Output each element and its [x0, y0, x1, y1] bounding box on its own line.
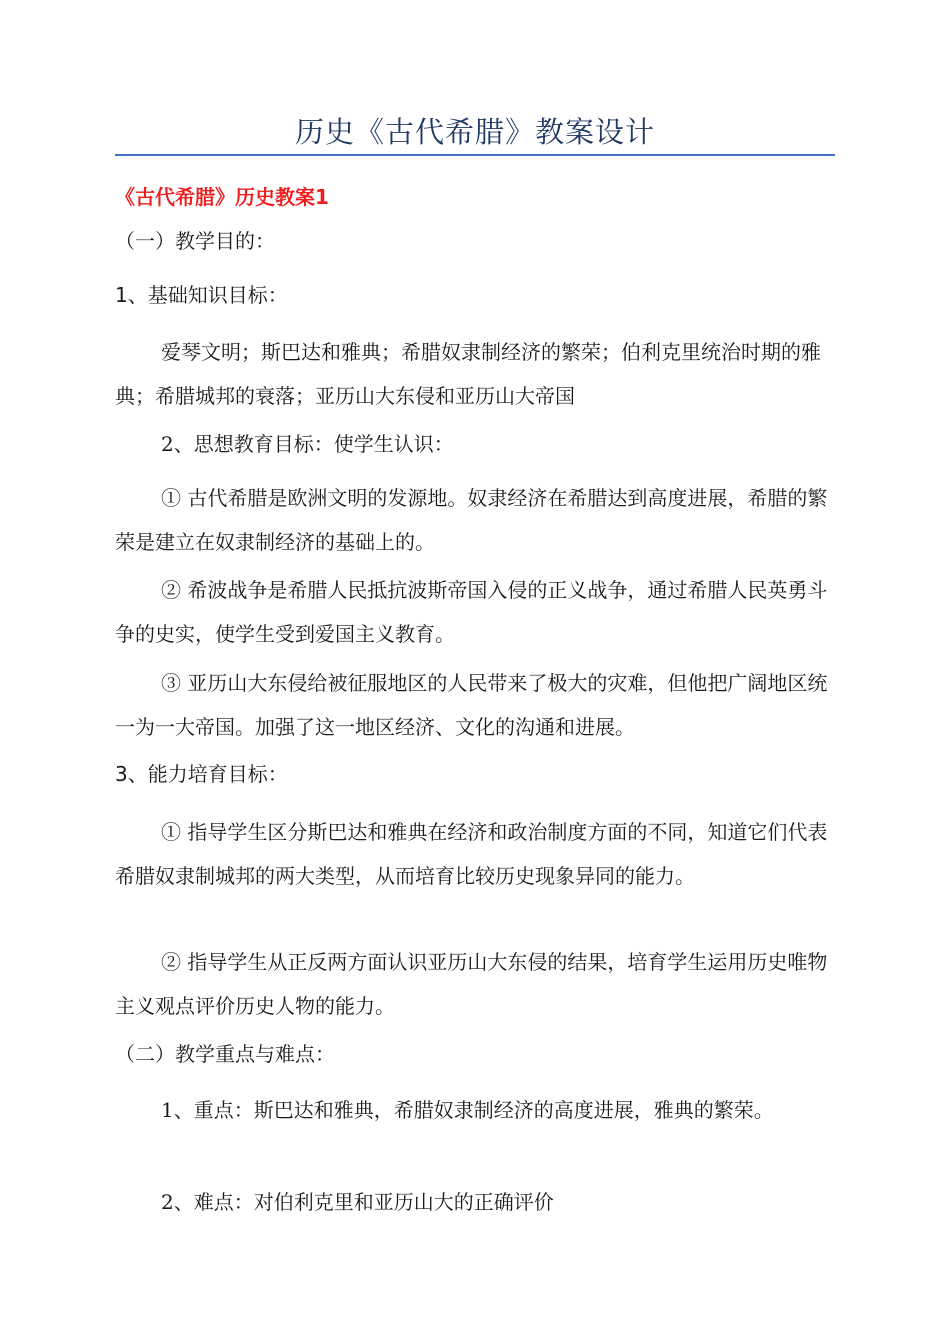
key-point: 1、重点：斯巴达和雅典，希腊奴隶制经济的高度进展，雅典的繁荣。 — [161, 1098, 774, 1122]
goal2-heading: 2、思想教育目标：使学生认识： — [161, 432, 454, 456]
goal1-heading: 1、基础知识目标： — [115, 283, 288, 307]
goal3-heading: 3、能力培育目标： — [115, 762, 288, 786]
title-divider — [115, 154, 835, 156]
lesson-subtitle: 《古代希腊》历史教案1 — [115, 185, 329, 209]
goal3-item-1: ① 指导学生区分斯巴达和雅典在经济和政治制度方面的不同，知道它们代表希腊奴隶制城邦的两大类型，从而培育比较历史现象异同的能力。 — [115, 820, 828, 888]
difficulty: 2、难点：对伯利克里和亚历山大的正确评价 — [161, 1190, 554, 1214]
goal2-item-2: ② 希波战争是希腊人民抵抗波斯帝国入侵的正义战争，通过希腊人民英勇斗争的史实，使学生受到爱国主义教育。 — [115, 578, 828, 646]
section2-heading: （二）教学重点与难点： — [115, 1042, 335, 1066]
goal1-body: 爱琴文明；斯巴达和雅典；希腊奴隶制经济的繁荣；伯利克里统治时期的雅典；希腊城邦的衰落；亚历山大东侵和亚历山大帝国 — [115, 340, 821, 408]
section1-heading: （一）教学目的： — [115, 229, 275, 253]
document-title: 历史《古代希腊》教案设计 — [294, 115, 655, 149]
goal2-item-1: ① 古代希腊是欧洲文明的发源地。奴隶经济在希腊达到高度进展，希腊的繁荣是建立在奴隶制经济的基础上的。 — [115, 486, 828, 554]
goal3-item-2: ② 指导学生从正反两方面认识亚历山大东侵的结果，培育学生运用历史唯物主义观点评价历史人物的能力。 — [115, 950, 828, 1018]
goal2-item-3: ③ 亚历山大东侵给被征服地区的人民带来了极大的灾难，但他把广阔地区统一为一大帝国。加强了这一地区经济、文化的沟通和进展。 — [115, 671, 828, 739]
